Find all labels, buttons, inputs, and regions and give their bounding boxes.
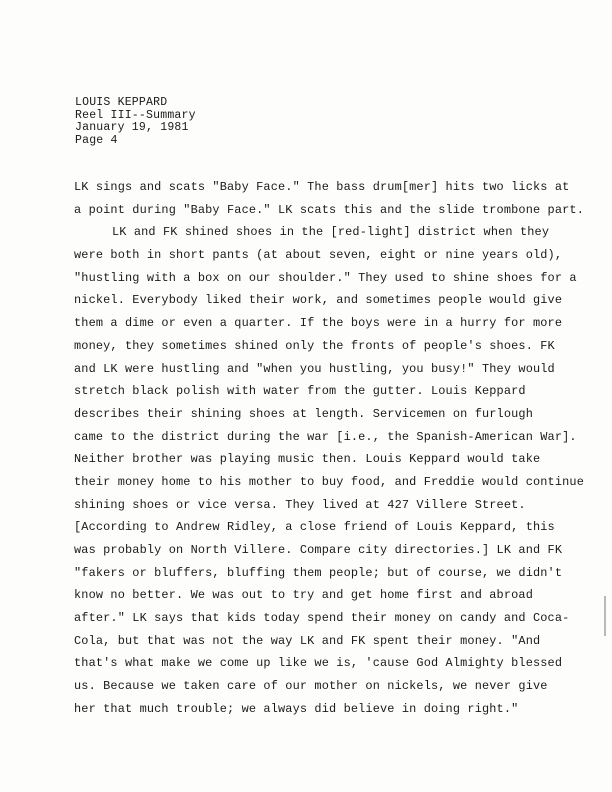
text-line: shining shoes or vice versa. They lived at 427 Villere Street.	[74, 497, 526, 512]
text-line: nickel. Everybody liked their work, and sometimes people would give	[74, 293, 563, 308]
header-date: January 19, 1981	[75, 121, 189, 134]
text-line: were both in short pants (at about seven, eight or nine years old),	[74, 248, 563, 263]
text-line: LK sings and scats "Baby Face." The bass drum[mer] hits two licks at	[74, 180, 570, 194]
text-line: that's what make we come up like we is, 'cause God Almighty blessed	[74, 656, 563, 671]
summary-body	[74, 176, 584, 721]
text-line: came to the district during the war [i.e., the Spanish-American War].	[74, 429, 577, 444]
header-reel: Reel III--Summary	[75, 108, 196, 122]
text-line: them a dime or even a quarter. If the boys were in a hurry for more	[74, 316, 563, 331]
text-line: [According to Andrew Ridley, a close friend of Louis Keppard, this	[74, 520, 555, 535]
header-page: Page 4	[75, 133, 118, 147]
text-line: Cola, but that was not the way LK and FK spent their money. "And	[74, 633, 541, 648]
text-line: "fakers or bluffers, bluffing them people; but of course, we didn't	[74, 565, 563, 580]
header-name: LOUIS KEPPARD	[75, 96, 168, 109]
text-line: after." LK says that kids today spend their money on candy and Coca-	[74, 611, 570, 626]
text-line: was probably on North Villere. Compare city directories.] LK and FK	[74, 543, 563, 557]
text-line: their money home to his mother to buy food, and Freddie would continue	[74, 474, 584, 489]
text-line: stretch black polish with water from the gutter. Louis Keppard	[74, 384, 526, 399]
text-line: a point during "Baby Face." LK scats this and the slide trombone part.	[74, 202, 584, 217]
text-line: know no better. We was out to try and get home first and abroad	[74, 588, 533, 603]
text-line: "hustling with a box on our shoulder." They used to shine shoes for a	[74, 270, 577, 285]
text-line: describes their shining shoes at length. Servicemen on furlough	[74, 406, 533, 421]
document-header	[75, 97, 196, 147]
scan-edge-mark	[604, 596, 606, 636]
paragraph-start-line: LK and FK shined shoes in the [red-light] district when they	[112, 225, 550, 240]
text-line: and LK were hustling and "when you hustling, you busy!" They would	[74, 361, 555, 376]
text-line: Neither brother was playing music then. Louis Keppard would take	[74, 452, 541, 467]
text-line: her that much trouble; we always did believe in doing right."	[74, 701, 519, 716]
text-line: money, they sometimes shined only the fronts of people's shoes. FK	[74, 338, 555, 353]
text-line: us. Because we taken care of our mother on nickels, we never give	[74, 679, 548, 694]
